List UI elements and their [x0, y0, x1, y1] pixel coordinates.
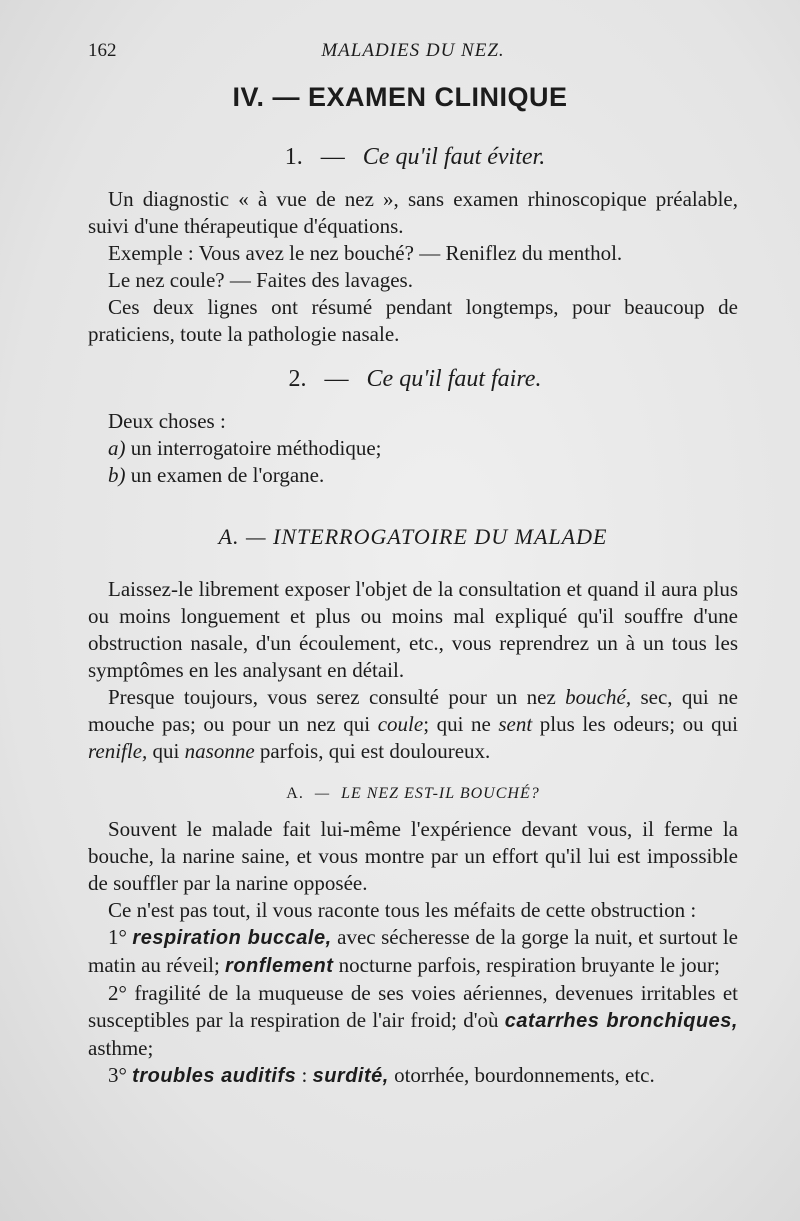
- running-head: [88, 40, 738, 70]
- list-text: un interrogatoire méthodique;: [130, 436, 382, 460]
- subsection-title-2: [90, 366, 740, 393]
- emphasis-bold: catarrhes bronchiques,: [504, 1010, 738, 1032]
- text-run: sec, qui ne mouche pas; ou pour un nez qui: [88, 685, 738, 736]
- paragraph: [88, 684, 738, 765]
- subsection-a-title: [88, 785, 738, 803]
- list-label: a): [108, 436, 126, 460]
- body-block-1: [88, 186, 738, 348]
- text-run: nocturne parfois, respiration bruyante le jour;: [333, 953, 721, 977]
- section-a-title: A. — INTERROGATOIRE DU MALADE: [218, 524, 608, 549]
- example-line: Exemple : Vous avez le nez bouché? — Reniflez du menthol.: [108, 241, 623, 265]
- section-title: IV. — EXAMEN CLINIQUE: [232, 82, 568, 112]
- emphasis-bold: respiration buccale,: [132, 927, 332, 949]
- title-dash: —: [314, 785, 331, 802]
- emphasis: coule: [377, 712, 424, 736]
- subsection-number: 1.: [284, 144, 303, 170]
- subsection-number: 2.: [288, 366, 307, 392]
- numbered-item: [88, 980, 738, 1062]
- page-number: 162: [88, 40, 117, 61]
- paragraph: Ce n'est pas tout, il vous raconte tous les méfaits de cette obstruction :: [108, 898, 697, 922]
- two-things-list: [88, 408, 738, 489]
- text-run: otorrhée, bourdonnements, etc.: [388, 1063, 655, 1087]
- text-run: parfois, qui est douloureux.: [254, 739, 491, 763]
- subsection-title-1: [90, 144, 740, 171]
- text-run: asthme;: [88, 1036, 154, 1060]
- item-number: 3°: [108, 1063, 127, 1087]
- body-block-3: [88, 816, 738, 1090]
- emphasis: bouché,: [565, 685, 632, 709]
- text-run: ; qui ne: [423, 712, 499, 736]
- paragraph: Ces deux lignes ont résumé pendant longtemps, pour beaucoup de praticiens, toute la pathologie nasale.: [88, 295, 738, 346]
- example-line: Le nez coule? — Faites des lavages.: [108, 268, 413, 292]
- text-run: plus les odeurs; ou qui: [532, 712, 738, 736]
- list-item: [88, 435, 738, 462]
- list-item: [88, 462, 738, 489]
- paragraph: Laissez-le librement exposer l'objet de la consultation et quand il aura plus ou moins longuement et plus ou moins mal expliqué qu'il souffre d'une obstruction nasale, d'un écoulement, etc., vous reprendrez un à un tous les symptômes en les analysant en détail.: [88, 577, 738, 682]
- emphasis: nasonne: [184, 739, 255, 763]
- subsection-text: Ce qu'il faut éviter.: [362, 144, 546, 170]
- emphasis-bold: troubles auditifs: [132, 1065, 297, 1087]
- numbered-item: [88, 1062, 738, 1090]
- emphasis: renifle,: [88, 739, 148, 763]
- paragraph: Souvent le malade fait lui-même l'expérience devant vous, il ferme la bouche, la narine saine, et vous montre par un effort qu'il lui est impossible de souffler par la narine opposée.: [88, 817, 738, 895]
- title-dash: —: [320, 144, 345, 170]
- numbered-item: [88, 924, 738, 980]
- list-intro: Deux choses :: [108, 409, 226, 433]
- text-run: :: [296, 1063, 313, 1087]
- item-number: 1°: [108, 925, 127, 949]
- list-text: un examen de l'organe.: [130, 463, 325, 487]
- text-run: Presque toujours, vous serez consulté pour un nez: [108, 685, 566, 709]
- title-dash: —: [324, 366, 349, 392]
- list-label: b): [108, 463, 126, 487]
- item-number: 2°: [108, 981, 127, 1005]
- subsection-number: A.: [286, 785, 304, 802]
- text-run: fragilité de la muqueuse de ses voies aériennes, devenues irritables et susceptibles par la respiration de l'air froid; d'où: [88, 981, 738, 1032]
- subsection-text: Ce qu'il faut faire.: [366, 366, 542, 392]
- text-run: qui: [147, 739, 185, 763]
- text-run: avec sécheresse de la gorge la nuit, et surtout le matin au réveil;: [88, 925, 738, 977]
- running-title: MALADIES DU NEZ.: [321, 40, 505, 61]
- emphasis: sent: [498, 712, 533, 736]
- emphasis-bold: surdité,: [312, 1065, 389, 1087]
- paragraph: Un diagnostic « à vue de nez », sans examen rhinoscopique préalable, suivi d'une thérapeutique d'équations.: [88, 187, 738, 238]
- subsection-text: LE NEZ EST-IL BOUCHÉ?: [341, 785, 540, 802]
- body-block-2: [88, 576, 738, 765]
- emphasis-bold: ronflement: [225, 955, 334, 977]
